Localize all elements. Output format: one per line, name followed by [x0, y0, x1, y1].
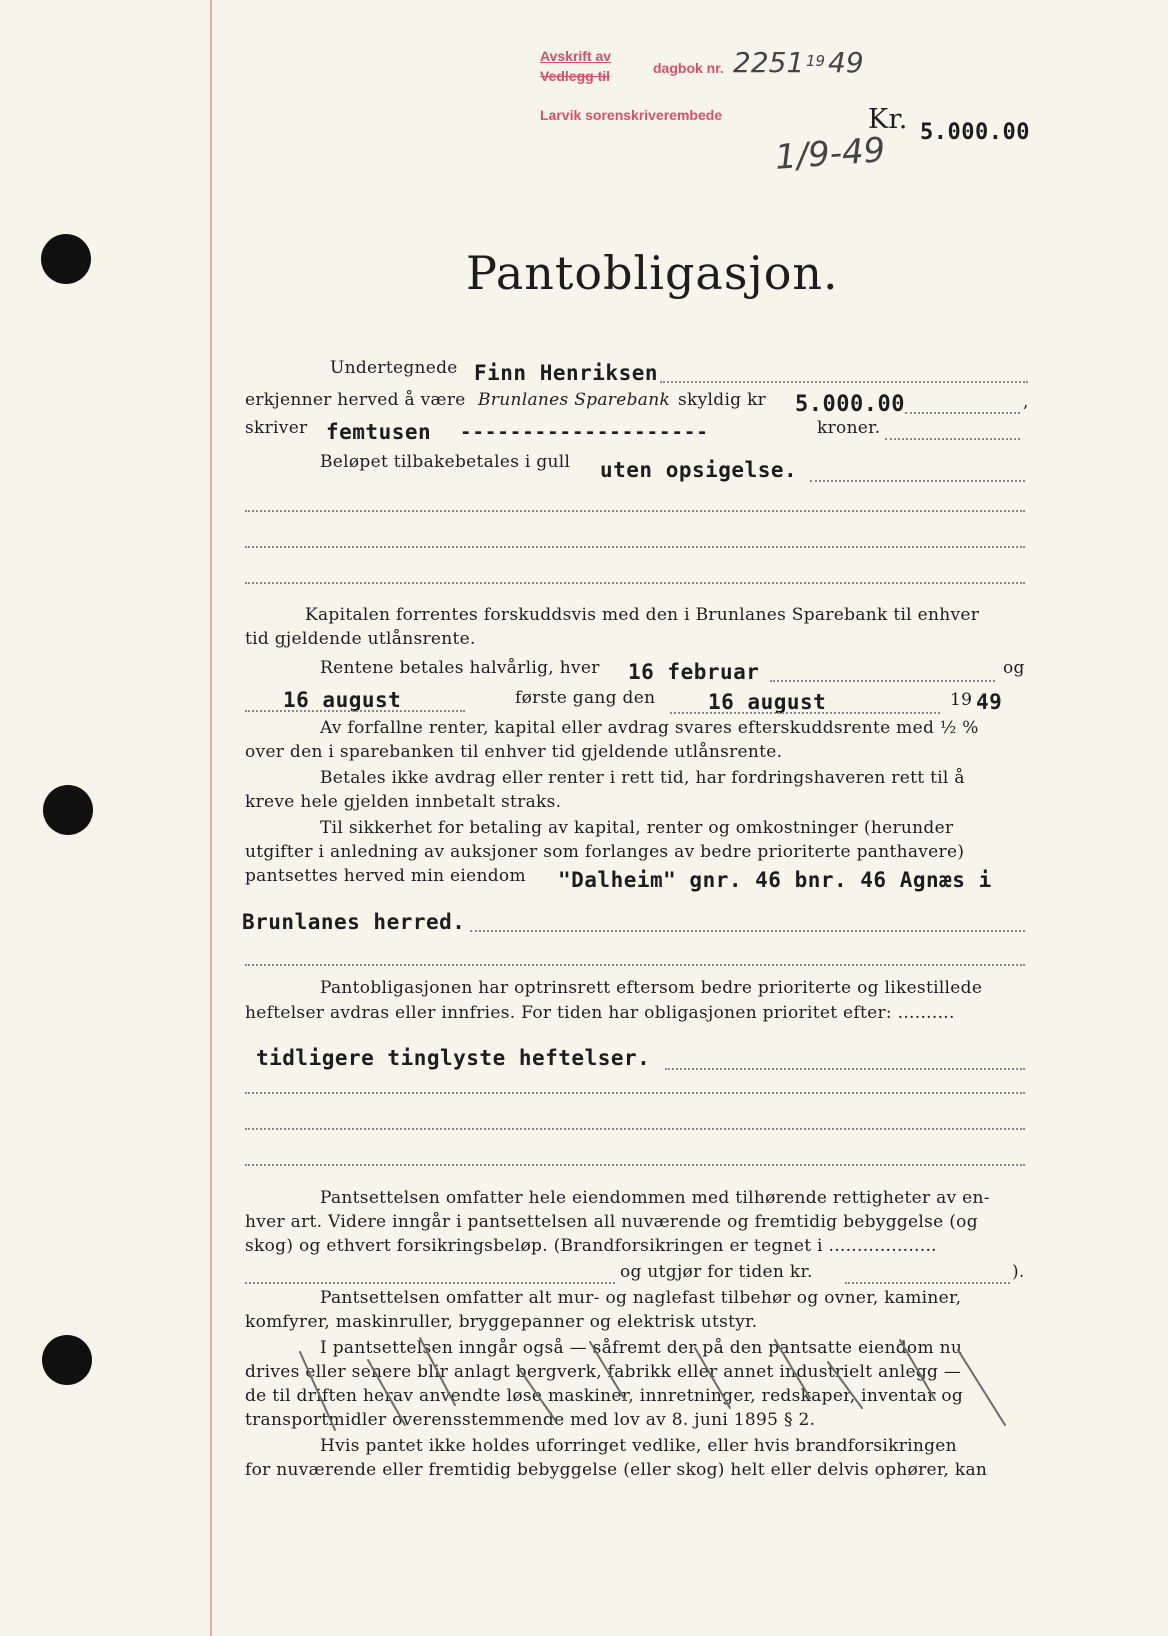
stamp-line-3: Larvik sorenskriverembede	[540, 107, 723, 123]
amount-value: 5.000.00	[920, 120, 1030, 145]
first-payment-year-prefix: 19	[950, 690, 973, 710]
owe-comma: ,	[1023, 392, 1029, 412]
priority-line-2: heftelser avdras eller innfries. For tiden har obligasjonen prioritet efter: ..........	[245, 1003, 955, 1023]
words-value: femtusen	[326, 420, 432, 444]
body-line: Pantsettelsen omfatter alt mur- og naglefast tilbehør og ovner, kaminer,	[320, 1288, 962, 1308]
acknowledge-text: erkjenner herved å være	[245, 390, 466, 410]
property-label: pantsettes herved min eiendom	[245, 866, 526, 886]
body-line: skog) og ethvert forsikringsbeløp. (Brandforsikringen er tegnet i ...................	[245, 1236, 937, 1256]
debtor-label: Undertegnede	[330, 358, 458, 378]
body-line: for nuværende eller fremtidig bebyggelse (eller skog) helt eller delvis ophører, kan	[245, 1460, 988, 1480]
interest-line-1: Kapitalen forrentes forskuddsvis med den i Brunlanes Sparebank til enhver	[305, 605, 980, 625]
property-value-1: "Dalheim" gnr. 46 bnr. 46 Agnæs i	[558, 868, 992, 892]
body-line: og utgjør for tiden kr.	[620, 1262, 813, 1282]
words-dashes: --------------------	[460, 421, 709, 443]
body-line: Pantsettelsen omfatter hele eiendommen med tilhørende rettigheter av en-	[320, 1188, 990, 1208]
page-title: Pantobligasjon.	[466, 246, 839, 300]
body-line: Av forfallne renter, kapital eller avdrag svares efterskuddsrente med ½ %	[320, 718, 979, 738]
first-payment-label: første gang den	[515, 688, 656, 708]
stamp-dagbok-label: dagbok nr.	[653, 60, 724, 76]
body-line: komfyrer, maskinruller, bryggepanner og elektrisk utstyr.	[245, 1312, 758, 1332]
property-value-2: Brunlanes herred.	[242, 910, 466, 934]
body-line: de til driften herav anvendte løse maskiner, innretninger, redskaper, inventar og	[245, 1386, 964, 1406]
body-line: kreve hele gjelden innbetalt straks.	[245, 792, 562, 812]
debtor-name: Finn Henriksen	[474, 361, 659, 385]
body-line: drives eller senere blir anlagt bergverk, fabrikk eller annet industrielt anlegg —	[245, 1362, 962, 1382]
priority-value: tidligere tinglyste heftelser.	[256, 1046, 651, 1070]
body-line: utgifter i anledning av auksjoner som forlanges av bedre prioriterte panthavere)	[245, 842, 965, 862]
body-line: Til sikkerhet for betaling av kapital, renter og omkostninger (herunder	[320, 818, 954, 838]
words-suffix: kroner.	[817, 418, 881, 438]
body-line: over den i sparebanken til enhver tid gjeldende utlånsrente.	[245, 742, 783, 762]
repayment-value: uten opsigelse.	[600, 458, 798, 482]
creditor-name: Brunlanes Sparebank	[478, 390, 671, 410]
payment-date-2: 16 august	[283, 688, 402, 712]
stamp-year-prefix: 19	[806, 52, 826, 70]
owe-amount: 5.000.00	[795, 392, 905, 417]
priority-line-1: Pantobligasjonen har optrinsrett eftersom bedre prioriterte og likestillede	[320, 978, 983, 998]
words-label: skriver	[245, 418, 308, 438]
stamp-line-2: Vedlegg til	[540, 68, 611, 84]
body-line: ).	[1012, 1262, 1025, 1282]
body-line: Betales ikke avdrag eller renter i rett tid, har fordringshaveren rett til å	[320, 768, 965, 788]
stamp-line-1: Avskrift av	[540, 48, 612, 64]
body-line: transportmidler overensstemmende med lov av 8. juni 1895 § 2.	[245, 1410, 816, 1430]
owe-label: skyldig kr	[678, 390, 767, 410]
handwritten-date: 1/9-49	[773, 130, 887, 178]
interest-line-2: tid gjeldende utlånsrente.	[245, 629, 476, 649]
amount-label: Kr.	[868, 104, 908, 135]
body-line: hver art. Videre inngår i pantsettelsen all nuværende og fremtidig bebyggelse (og	[245, 1212, 978, 1232]
stamp-year-suffix: 49	[828, 46, 864, 79]
repayment-label: Beløpet tilbakebetales i gull	[320, 452, 571, 472]
payment-date-1: 16 februar	[628, 660, 760, 684]
stamp-dagbok-number: 2251	[733, 46, 805, 79]
payment-og: og	[1003, 658, 1025, 678]
first-payment-date: 16 august	[708, 690, 827, 714]
payment-label: Rentene betales halvårlig, hver	[320, 658, 600, 678]
body-line: I pantsettelsen inngår også — såfremt der på den pantsatte eiendom nu	[320, 1338, 963, 1358]
first-payment-year-suffix: 49	[976, 690, 1003, 714]
body-line: Hvis pantet ikke holdes uforringet vedlike, eller hvis brandforsikringen	[320, 1436, 957, 1456]
